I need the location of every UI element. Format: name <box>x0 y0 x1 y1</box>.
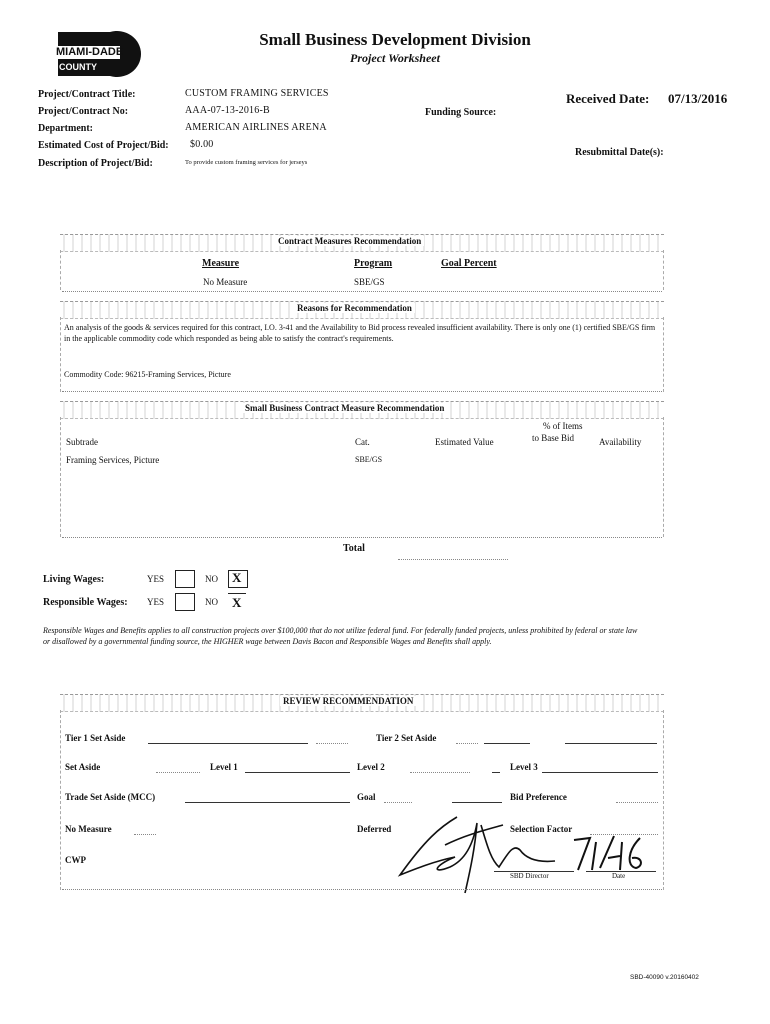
deferred-label: Deferred <box>357 824 392 834</box>
set-aside-label: Set Aside <box>65 762 101 772</box>
responsible-wages-label: Responsible Wages: <box>43 597 128 608</box>
signed-date-handwritten <box>570 830 670 875</box>
col-cat: Cat. <box>355 437 370 447</box>
section-border-left <box>60 710 61 890</box>
total-line <box>398 559 508 560</box>
date-label: Date <box>612 872 626 880</box>
contract-measures-title: Contract Measures Recommendation <box>275 236 424 246</box>
field-line <box>616 802 658 803</box>
responsible-yes-label: YES <box>147 597 165 607</box>
section-border-left <box>60 417 61 537</box>
level3-label: Level 3 <box>510 762 538 772</box>
section-border-right <box>663 417 664 537</box>
living-yes-label: YES <box>147 574 165 584</box>
tier2-field-line[interactable] <box>484 743 530 744</box>
responsible-no-check-mark: X <box>232 595 242 610</box>
reasons-title: Reasons for Recommendation <box>294 303 415 313</box>
description-label: Description of Project/Bid: <box>38 158 153 169</box>
bid-preference-label: Bid Preference <box>510 792 567 802</box>
divider <box>62 391 662 392</box>
review-title: REVIEW RECOMMENDATION <box>280 696 416 706</box>
row-subtrade: Framing Services, Picture <box>66 455 160 465</box>
field-line <box>456 743 478 744</box>
total-label: Total <box>343 543 365 554</box>
col-program: Program <box>354 258 393 269</box>
no-measure-label: No Measure <box>65 824 112 834</box>
living-no-check-mark: X <box>232 570 242 585</box>
level1-label: Level 1 <box>210 762 238 772</box>
divider <box>62 537 662 538</box>
cwp-label: CWP <box>65 855 86 865</box>
divider <box>62 291 662 292</box>
form-code: SBD-40090 v.20160402 <box>630 974 699 981</box>
field-line <box>410 772 470 773</box>
col-goal-percent: Goal Percent <box>441 258 497 269</box>
col-subtrade: Subtrade <box>66 437 98 447</box>
sbd-director-label: SBD Director <box>510 872 549 880</box>
goal-label: Goal <box>357 792 376 802</box>
living-wages-label: Living Wages: <box>43 574 105 585</box>
reasons-text: An analysis of the goods & services required for this contract, I.O. 3-41 and the Availability to Bid process revealed insufficient availability. There is only one (1) certified SBE/GS firm in the applicable commodity code which responded as being able to satisfy the contract's requirements. <box>64 323 656 343</box>
page-title: Small Business Development Division <box>259 30 531 49</box>
col-pct-items: % of Items <box>543 421 583 431</box>
col-availability: Availability <box>599 437 642 447</box>
estimated-cost-value: $0.00 <box>190 139 214 150</box>
level3-field-line[interactable] <box>542 772 658 773</box>
program-value: SBE/GS <box>354 277 385 287</box>
project-title-label: Project/Contract Title: <box>38 89 136 100</box>
section-border-left <box>60 317 61 392</box>
project-no-value: AAA-07-13-2016-B <box>185 105 270 116</box>
trade-set-aside-field-line[interactable] <box>185 802 350 803</box>
level2-field-line[interactable] <box>492 772 500 773</box>
page-subtitle: Project Worksheet <box>350 51 440 65</box>
field-line <box>156 772 200 773</box>
col-estimated-value: Estimated Value <box>435 437 494 447</box>
department-value: AMERICAN AIRLINES ARENA <box>185 122 327 133</box>
estimated-cost-label: Estimated Cost of Project/Bid: <box>38 140 169 151</box>
tier1-set-aside-label: Tier 1 Set Aside <box>65 733 126 743</box>
col-measure: Measure <box>202 258 240 269</box>
col-pct-base-bid: to Base Bid <box>532 433 574 443</box>
received-date-label: Received Date: <box>566 91 650 106</box>
tier1-field-line[interactable] <box>148 743 308 744</box>
logo-text-county: COUNTY <box>59 62 97 72</box>
responsible-no-label: NO <box>205 597 218 607</box>
goal-field-line[interactable] <box>452 802 502 803</box>
selection-factor-label: Selection Factor <box>510 824 573 834</box>
department-label: Department: <box>38 123 93 134</box>
logo-text-miami-dade: MIAMI-DADE <box>56 46 124 58</box>
resubmittal-label: Resubmittal Date(s): <box>575 147 664 158</box>
tier2-set-aside-label: Tier 2 Set Aside <box>376 733 437 743</box>
field-line <box>134 834 156 835</box>
responsible-yes-checkbox[interactable] <box>175 593 195 611</box>
description-value: To provide custom framing services for jerseys <box>185 159 308 166</box>
commodity-code: Commodity Code: 96215-Framing Services, Picture <box>64 370 231 379</box>
section-border-left <box>60 250 61 290</box>
field-line <box>316 743 348 744</box>
funding-source-label: Funding Source: <box>425 107 497 118</box>
project-no-label: Project/Contract No: <box>38 106 129 117</box>
divider <box>62 889 662 890</box>
project-title-value: CUSTOM FRAMING SERVICES <box>185 88 329 99</box>
section-border-right <box>663 317 664 392</box>
living-yes-checkbox[interactable] <box>175 570 195 588</box>
measure-value: No Measure <box>203 277 248 287</box>
director-signature <box>395 805 595 900</box>
section-border-right <box>663 250 664 290</box>
row-cat: SBE/GS <box>355 455 383 464</box>
living-no-label: NO <box>205 574 218 584</box>
level2-label: Level 2 <box>357 762 385 772</box>
tier2-extra-line[interactable] <box>565 743 657 744</box>
trade-set-aside-label: Trade Set Aside (MCC) <box>65 792 156 802</box>
level1-field-line[interactable] <box>245 772 350 773</box>
signed-date-text <box>570 830 573 831</box>
wages-note: Responsible Wages and Benefits applies to all construction projects over $100,000 that do not utilize federal fund. For federally funded projects, unless prohibited by federal or state law or disallowed by a governmental funding source, the HIGHER wage between Davis Bacon and Responsible Wages and Benefits shall apply. <box>43 626 638 646</box>
received-date-value: 07/13/2016 <box>668 91 728 106</box>
small-business-title: Small Business Contract Measure Recommendation <box>242 403 447 413</box>
field-line <box>384 802 412 803</box>
